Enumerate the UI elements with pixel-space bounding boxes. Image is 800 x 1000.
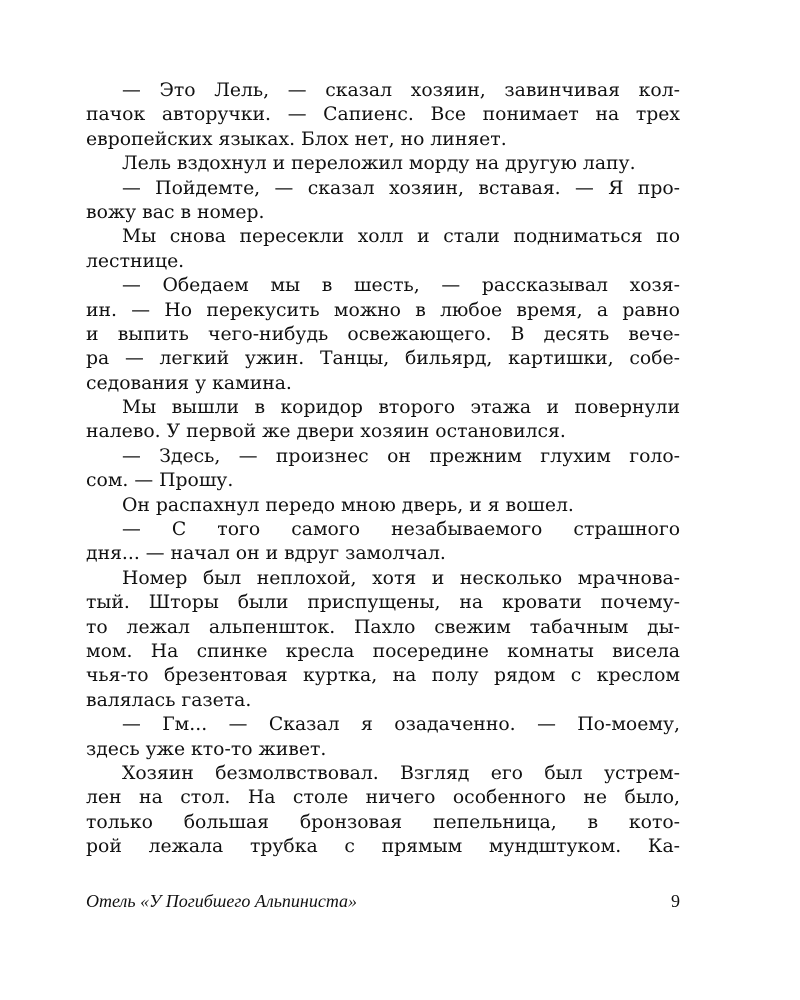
text-line: европейских языках. Блох нет, но линяет.: [86, 128, 507, 150]
text-line: Лель вздохнул и переложил морду на другую лапу.: [122, 153, 636, 175]
text-line: Хозяин безмолвствовал. Взгляд его был устрем-: [122, 762, 680, 784]
text-line: — Это Лель, — сказал хозяин, завинчивая кол-: [122, 80, 680, 101]
text-line: тый. Шторы были приспущены, на кровати почему-: [86, 592, 680, 614]
page-footer: [86, 891, 680, 917]
body-text: [86, 79, 680, 860]
text-line: чья-то брезентовая куртка, на полу рядом с креслом: [86, 665, 680, 687]
text-line: Он распахнул передо мною дверь, и я вошел.: [122, 494, 574, 516]
page-number: 9: [671, 891, 680, 911]
text-line: Номер был неплохой, хотя и несколько мрачнова-: [122, 567, 680, 589]
text-line: — Здесь, — произнес он прежним глухим голо-: [122, 445, 680, 467]
text-line: мом. На спинке кресла посередине комнаты висела: [86, 640, 680, 662]
text-line: седования у камина.: [86, 372, 292, 394]
text-line: — Пойдемте, — сказал хозяин, вставая. — Я про-: [122, 177, 680, 199]
text-line: — Обедаем мы в шесть, — рассказывал хозя-: [122, 275, 680, 297]
text-line: дня... — начал он и вдруг замолчал.: [86, 543, 446, 565]
text-line: лен на стол. На столе ничего особенного не было,: [86, 787, 680, 809]
text-line: — Гм... — Сказал я озадаченно. — По-моему,: [122, 714, 680, 736]
text-line: сом. — Прошу.: [86, 470, 234, 492]
text-line: лестнице.: [86, 250, 185, 272]
running-title: Отель «У Погибшего Альпиниста»: [86, 891, 358, 911]
text-line: и выпить чего-нибудь освежающего. В десять вече-: [86, 323, 680, 345]
text-line: здесь уже кто-то живет.: [86, 738, 327, 760]
text-line: вожу вас в номер.: [86, 201, 265, 223]
text-line: Мы вышли в коридор второго этажа и повернули: [122, 397, 680, 419]
text-line: налево. У первой же двери хозяин остановился.: [86, 421, 566, 443]
text-line: рой лежала трубка с прямым мундштуком. Ка-: [86, 836, 680, 858]
text-line: — С того самого незабываемого страшного: [122, 519, 680, 541]
text-line: ин. — Но перекусить можно в любое время, а равно: [86, 299, 680, 321]
text-line: то лежал альпеншток. Пахло свежим табачным ды-: [86, 616, 680, 638]
text-line: только большая бронзовая пепельница, в кото-: [86, 811, 680, 833]
text-line: ра — легкий ужин. Танцы, бильярд, картишки, собе-: [86, 348, 680, 370]
text-line: пачок авторучки. — Сапиенс. Все понимает на трех: [86, 104, 680, 126]
text-line: валялась газета.: [86, 689, 252, 711]
text-line: Мы снова пересекли холл и стали подниматься по: [122, 226, 680, 248]
